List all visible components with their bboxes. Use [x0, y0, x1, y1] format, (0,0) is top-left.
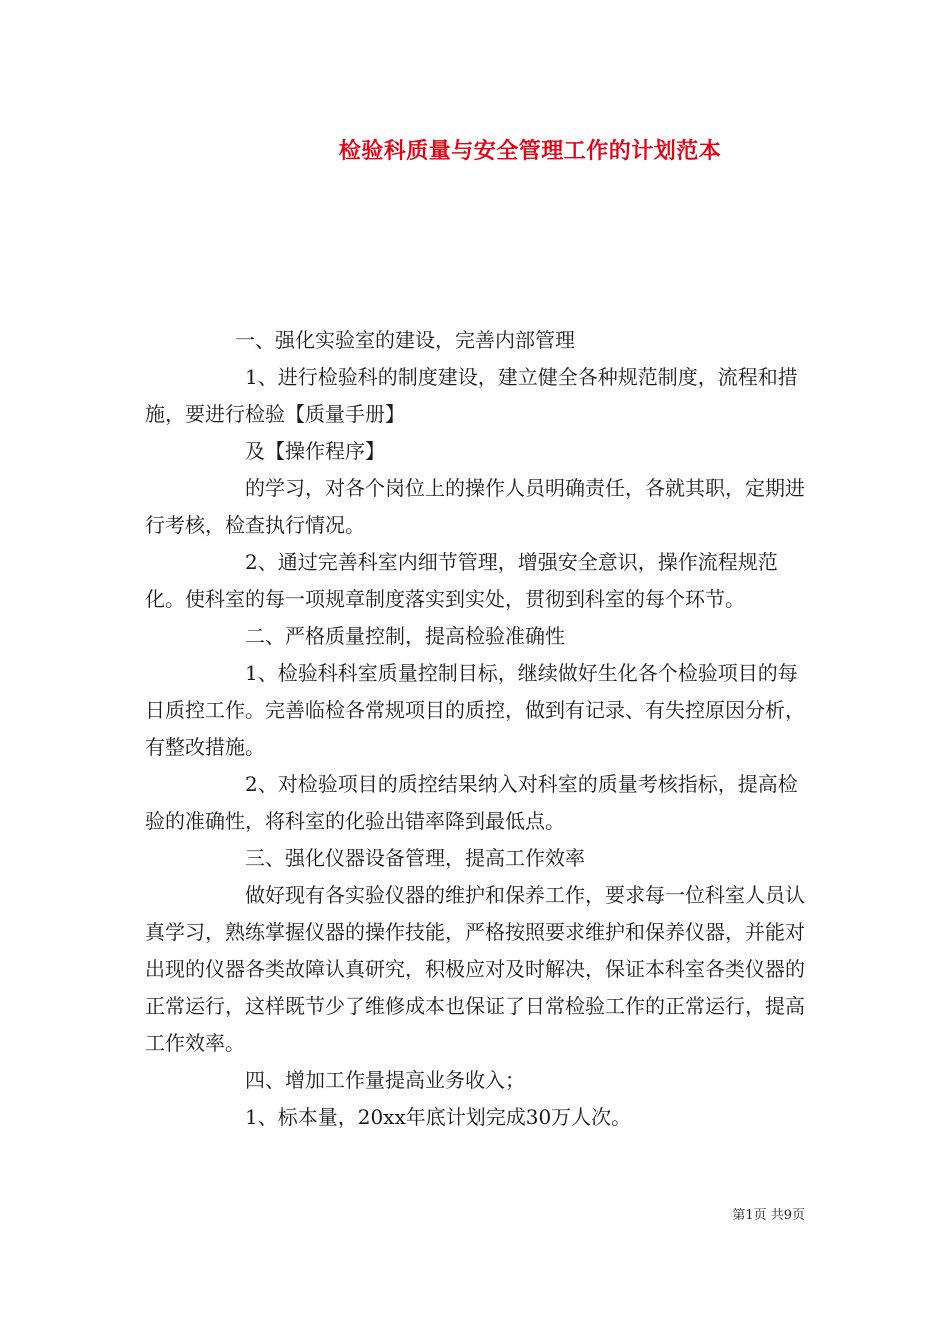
section-heading-1: 一、强化实验室的建设，完善内部管理 [235, 328, 575, 352]
paragraph: 1、检验科科室质量控制目标，继续做好生化各个检验项目的每日质控工作。完善临检各常规项目的质控，做到有记录、有失控原因分析，有整改措施。 [145, 661, 805, 759]
paragraph: 1、标本量，20xx年底计划完成30万人次。 [245, 1105, 632, 1129]
paragraph: 的学习，对各个岗位上的操作人员明确责任，各就其职，定期进行考核，检查执行情况。 [145, 476, 805, 537]
section-heading-4: 四、增加工作量提高业务收入； [245, 1068, 525, 1092]
paragraph: 2、对检验项目的质控结果纳入对科室的质量考核指标，提高检验的准确性，将科室的化验出错率降到最低点。 [145, 772, 798, 833]
document-title: 检验科质量与安全管理工作的计划范本 [338, 138, 722, 164]
section-heading-3: 三、强化仪器设备管理，提高工作效率 [245, 846, 585, 870]
document-body [145, 322, 810, 1136]
paragraph: 及【操作程序】 [245, 439, 385, 463]
paragraph: 1、进行检验科的制度建设，建立健全各种规范制度，流程和措施，要进行检验【质量手册】 [145, 365, 798, 426]
section-heading-2: 二、严格质量控制，提高检验准确性 [245, 624, 565, 648]
paragraph: 2、通过完善科室内细节管理，增强安全意识，操作流程规范化。使科室的每一项规章制度落实到实处，贯彻到科室的每个环节。 [145, 550, 778, 611]
paragraph: 做好现有各实验仪器的维护和保养工作，要求每一位科室人员认真学习，熟练掌握仪器的操作技能，严格按照要求维护和保养仪器，并能对出现的仪器各类故障认真研究，积极应对及时解决，保证本科室各类仪器的正常运行，这样既节少了维修成本也保证了日常检验工作的正常运行，提高工作效率。 [145, 883, 805, 1055]
page-number: 第1页 共9页 [732, 1208, 805, 1223]
